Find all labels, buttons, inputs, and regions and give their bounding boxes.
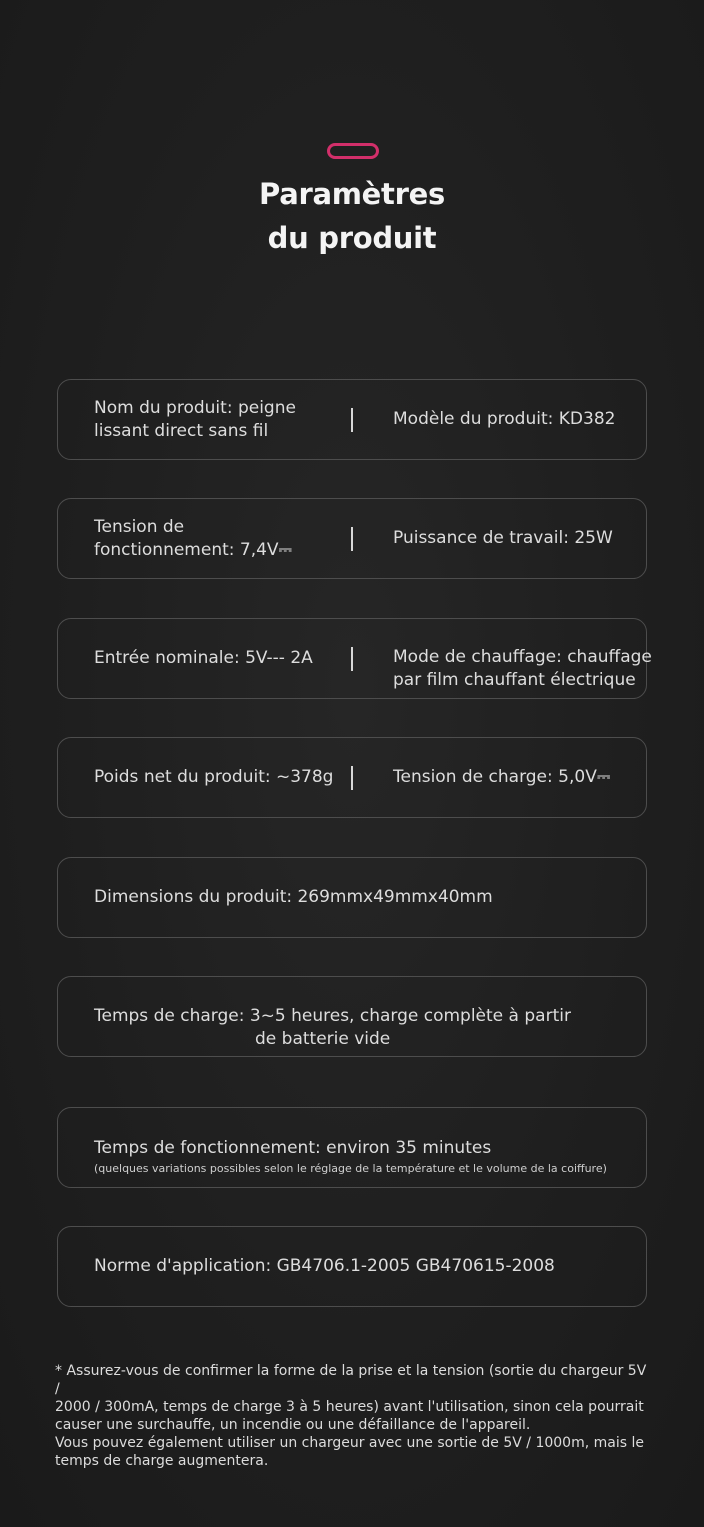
spec-card-run-time: [57, 1107, 647, 1188]
spec-divider: [351, 647, 353, 671]
spec-product-model: [393, 380, 653, 459]
spec-product-name: [94, 380, 350, 459]
spec-working-power: [393, 499, 653, 578]
spec-card-name-model: [57, 379, 647, 460]
spec-dimensions-text: Dimensions du produit: 269mmx49mmx40mm: [94, 887, 493, 907]
spec-run-time: [94, 1117, 634, 1196]
spec-operating-voltage-text: Tension de fonctionnement: 7,4V⎓: [94, 516, 293, 560]
spec-divider: [351, 527, 353, 551]
spec-operating-voltage: [94, 499, 350, 578]
page-title-line-1: Paramètres: [259, 177, 445, 211]
spec-product-model-text: Modèle du produit: KD382: [393, 409, 616, 429]
accent-pill-decoration: [327, 143, 379, 159]
page-title: [0, 172, 704, 260]
spec-run-time-note: (quelques variations possibles selon le réglage de la température et le volume de la coiffure): [94, 1161, 607, 1175]
spec-card-voltage-power: [57, 498, 647, 579]
spec-charge-time-line-2: de batterie vide: [255, 1028, 391, 1049]
spec-charge-time: [94, 988, 634, 1067]
spec-dimensions: [94, 858, 634, 937]
spec-working-power-text: Puissance de travail: 25W: [393, 528, 613, 548]
spec-rated-input-text: Entrée nominale: 5V--- 2A: [94, 648, 313, 668]
spec-net-weight-text: Poids net du produit: ~378g: [94, 767, 334, 787]
spec-divider: [351, 766, 353, 790]
spec-card-charge-time: [57, 976, 647, 1057]
spec-heating-mode: [393, 629, 653, 708]
spec-divider: [351, 408, 353, 432]
spec-charge-voltage-text: Tension de charge: 5,0V⎓: [393, 767, 611, 787]
spec-heating-mode-text: Mode de chauffage: chauffage par film chauffant électrique: [393, 646, 652, 690]
footnote: * Assurez-vous de confirmer la forme de la prise et la tension (sortie du chargeur 5V / 2000 / 300mA, temps de charge 3 à 5 heures) avant l'utilisation, sinon cela pourrait causer une surchauffe, un incendie ou une défaillance de l'appareil. Vous pouvez également utiliser un chargeur avec une sortie de 5V / 1000m, mais le temps de charge augmentera.: [55, 1363, 647, 1469]
spec-rated-input: [94, 619, 350, 698]
spec-run-time-text: Temps de fonctionnement: environ 35 minutes: [94, 1137, 492, 1158]
page-title-line-2: du produit: [267, 221, 437, 255]
spec-card-dimensions: [57, 857, 647, 938]
spec-product-name-text: Nom du produit: peigne lissant direct sans fil: [94, 397, 296, 441]
spec-application-standard: [94, 1227, 634, 1306]
spec-application-standard-text: Norme d'application: GB4706.1-2005 GB470615-2008: [94, 1256, 555, 1276]
spec-net-weight: [94, 738, 350, 817]
spec-card-weight-charge: [57, 737, 647, 818]
spec-card-input-heating: [57, 618, 652, 699]
spec-card-standard: [57, 1226, 647, 1307]
spec-charge-voltage: [393, 738, 653, 817]
spec-charge-time-line-1: Temps de charge: 3~5 heures, charge complète à partir: [94, 1005, 571, 1026]
